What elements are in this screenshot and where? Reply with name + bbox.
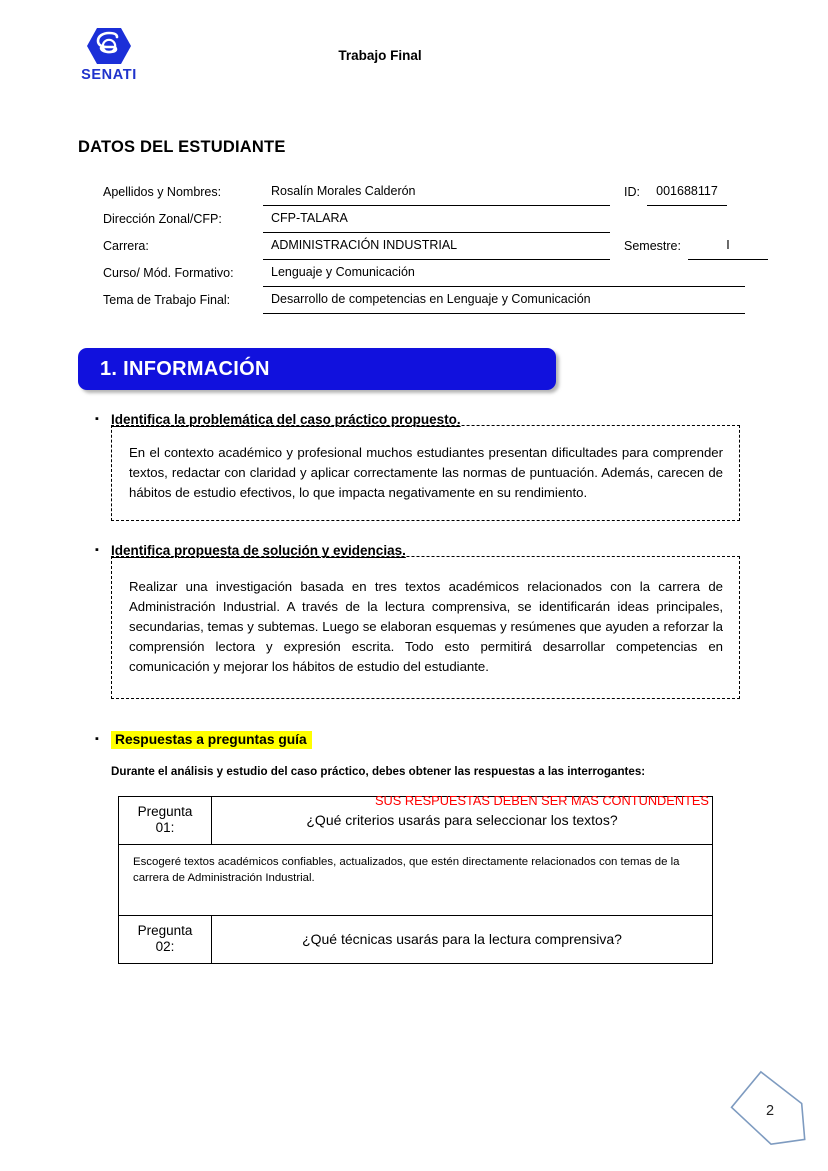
section-banner-wrap [78, 348, 828, 390]
field-label-apellidos: Apellidos y Nombres: [103, 185, 222, 199]
field-label-direccion: Dirección Zonal/CFP: [103, 212, 222, 226]
square-bullet-icon: ▪ [95, 544, 99, 557]
field-row-apellidos [103, 179, 748, 206]
field-label-carrera: Carrera: [103, 239, 149, 253]
answer-text-problematica: En el contexto académico y profesional muchos estudiantes presentan dificultades para comprender textos, redactar con claridad y aplicar correctamente las normas de puntuación. Además, carecen de hábitos de estudio efectivos, lo que impacta negativamente en su rendimiento. [129, 445, 723, 501]
field-label-tema: Tema de Trabajo Final: [103, 293, 231, 307]
field-row-curso [103, 260, 748, 287]
bullet-block-solucion [95, 543, 740, 698]
question-1-text: ¿Qué criterios usarás para seleccionar los textos? [212, 796, 713, 844]
field-value-tema[interactable]: Desarrollo de competencias en Lenguaje y Comunicación [263, 288, 745, 314]
guide-intro-text: Durante el análisis y estudio del caso práctico, debes obtener las respuestas a las interrogantes: [111, 764, 646, 778]
question-2-text: ¿Qué técnicas usarás para la lectura comprensiva? [212, 915, 713, 963]
teacher-annotation: SUS RESPUESTAS DEBEN SER MAS CONTUNDENTES [375, 793, 709, 808]
field-value-carrera[interactable]: ADMINISTRACIÓN INDUSTRIAL [263, 234, 610, 260]
student-data-fields [103, 179, 748, 314]
square-bullet-icon: ▪ [95, 413, 99, 425]
senati-logo-text: SENATI [81, 67, 137, 83]
bullet-title-problematica: Identifica la problemática del caso práctico propuesto. [111, 412, 461, 427]
square-bullet-icon: ▪ [95, 732, 99, 745]
section-banner-label: 1. INFORMACIÓN [100, 357, 270, 380]
field-row-carrera [103, 233, 748, 260]
field-label-id: ID: [624, 185, 640, 199]
page-number-badge [722, 1068, 818, 1158]
question-2-label-line2: 02: [155, 939, 175, 955]
spacer-label-1 [610, 230, 631, 233]
question-1-answer[interactable]: Escogeré textos académicos confiables, actualizados, que estén directamente relacionados con temas de la carrera de Administración Industrial. [119, 844, 713, 915]
field-value-curso[interactable]: Lenguaje y Comunicación [263, 261, 745, 287]
student-data-heading: DATOS DEL ESTUDIANTE [78, 138, 286, 156]
bullet-block-respuestas [95, 731, 740, 780]
document-title: Trabajo Final [338, 48, 422, 63]
question-2-label [119, 915, 212, 963]
bullet-head-respuestas [95, 731, 740, 749]
field-value-semestre[interactable]: I [688, 234, 768, 260]
page-header [0, 0, 828, 110]
table-row-answer-1 [119, 844, 713, 915]
question-1-label [119, 796, 212, 844]
answer-text-solucion: Realizar una investigación basada en tres textos académicos relacionados con la carrera de Administración Industrial. A través de la lectura comprensiva, se identificarán ideas principales, secundarias, temas y subtemas. Luego se elaboran esquemas y resúmenes que ayuden a reforzar la comprensión lectora y expresión escrita. Todo esto permitirá desarrollar competencias en comunicación y mejorar los hábitos de estudio del estudiante. [129, 579, 723, 675]
question-1-label-line2: 01: [155, 820, 175, 836]
field-value-id[interactable]: 001688117 [647, 180, 727, 206]
field-value-apellidos[interactable]: Rosalín Morales Calderón [263, 180, 610, 206]
field-value-direccion[interactable]: CFP-TALARA [263, 207, 610, 233]
answer-box-problematica[interactable] [111, 425, 740, 521]
bullet-block-problematica [95, 412, 740, 521]
question-2-label-line1: Pregunta [137, 922, 193, 938]
field-label-semestre: Semestre: [624, 239, 681, 253]
section-banner-informacion [78, 348, 556, 390]
bullet-title-respuestas: Respuestas a preguntas guía [111, 731, 312, 749]
question-1-label-line1: Pregunta [137, 803, 193, 819]
field-row-tema [103, 287, 748, 314]
field-row-direccion [103, 206, 748, 233]
answer-box-solucion[interactable] [111, 556, 740, 698]
table-row-question-2 [119, 915, 713, 963]
field-label-curso: Curso/ Mód. Formativo: [103, 266, 234, 280]
bullet-title-solucion: Identifica propuesta de solución y evidencias. [111, 543, 406, 559]
spacer-value-1 [631, 230, 711, 233]
page-number-text: 2 [766, 1103, 775, 1119]
questions-table [118, 796, 713, 964]
